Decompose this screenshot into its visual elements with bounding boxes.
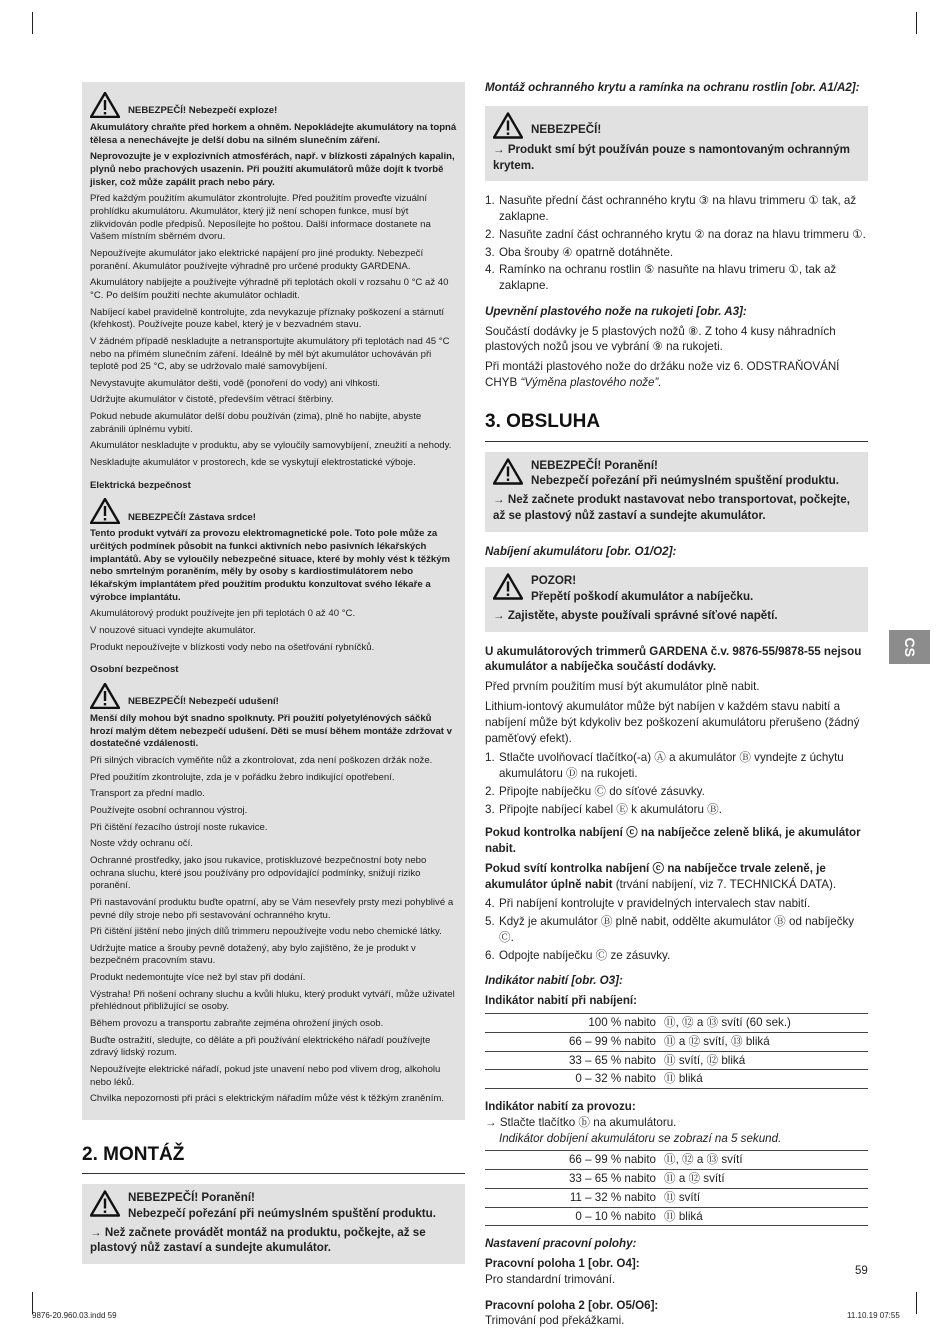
paragraph: Před každým použitím akumulátor zkontrolujte. Před použitím proveďte vizuální prohlídku akumulátoru. Akumulátor, který již není schopen funkce, musí být zlikvidován podle předpisů. Neposílejte ho poštou. Další informace dostanete na Vašem místním sběrném dvoru.: [90, 193, 431, 243]
paragraph: Součástí dodávky je 5 plastových nožů ⑧. Z toho 4 kusy náhradních plastových nožů jsou ve vybrání ⑨ na rukojeti.: [485, 324, 836, 354]
warning-text: Nebezpečí pořezání při neúmyslném spuštění produktu.: [531, 474, 839, 488]
warning-suffocation-header: [90, 683, 457, 709]
caution-box: [485, 567, 868, 631]
operation-indicator-table: [485, 1150, 868, 1226]
paragraph: Akumulátory nabíjejte a používejte výhradně při teplotách okolí v rozsahu 0 °C až 40 °C. Po delším použití nechte akumulátor ochladit.: [90, 277, 449, 301]
paragraph: Pro standardní trimování.: [485, 1272, 616, 1286]
paragraph: Buďte ostražití, sledujte, co děláte a při používání elektrického nářadí používejte zdravý lidský rozum.: [90, 1034, 431, 1059]
section-title: Elektrická bezpečnost: [90, 479, 191, 491]
warning-obsluha-box: [485, 452, 868, 532]
caution-text: Přepětí poškodí akumulátor a nabíječku.: [531, 590, 754, 604]
paragraph: Udržujte matice a šrouby pevně dotažený, aby bylo zajištěno, že je produkt v bezpečném pracovním stavu.: [90, 942, 416, 967]
paragraph: Nevystavujte akumulátor dešti, vodě (ponoření do vody) ani vlhkosti.: [90, 377, 381, 389]
list-item: 1. Nasuňte přední část ochranného krytu ③ na hlavu trimmeru ① tak, až zaklapne.: [485, 194, 857, 224]
table-row: 66 – 99 % nabito ⑪ a ⑫ svítí, ⑬ bliká: [485, 1032, 868, 1051]
list-item: 2. Nasuňte zadní část ochranného krytu ② na doraz na hlavu trimmeru ①.: [485, 227, 866, 241]
subsection-title: Indikátor nabití při nabíjení:: [485, 994, 638, 1008]
warning-mount-box: [485, 106, 868, 182]
warning-instruction: → Než začnete provádět montáž na produktu, počkejte, až se plastový nůž zastaví a sundejte akumulátor.: [90, 1225, 426, 1255]
warning-text: Akumulátory chraňte před horkem a ohněm. Nepokládejte akumulátory na topná tělesa a nenechávejte je delší dobu na silném slunečním záření.: [90, 122, 457, 146]
footer-date: 11.10.19 07:55: [847, 1311, 900, 1320]
warning-explosion-header: [90, 92, 457, 118]
list-item: 1. Stlačte uvolňovací tlačítko(-a) Ⓐ a akumulátor Ⓑ vyndejte z úchytu akumulátoru Ⓓ na rukojeti.: [485, 751, 844, 781]
warning-title: NEBEZPEČÍ! Nebezpečí exploze!: [128, 105, 278, 117]
list-item: 6. Odpojte nabíječku Ⓒ ze zásuvky.: [485, 948, 671, 962]
subsection-title: Indikátor nabití za provozu:: [485, 1100, 636, 1114]
caution-header: [493, 573, 860, 605]
list-item: 3. Oba šrouby ④ opatrně dotáhněte.: [485, 245, 674, 259]
warning-text: Tento produkt vytváří za provozu elektromagnetické pole. Toto pole může za určitých podmínek působit na funkci aktivních nebo pasivních lékařských implantátů. Aby se vyloučily nebezpečné situace, které by mohly vést k těžkým nebo smrtelným poraněním, měly by osoby s kardiostimulátorem nebo lékařským implantátem před použitím produktu konzultovat svého lékaře a výrobce implantátu.: [90, 528, 451, 603]
paragraph: Ochranné prostředky, jako jsou rukavice, protiskluzové bezpečnostní boty nebo ochrana sluchu, které jsou používány pro odpovídající podmínky, snižují riziko poranění.: [90, 854, 427, 892]
list-item: 5. Když je akumulátor Ⓑ plně nabit, oddělte akumulátor Ⓑ od nabíječky Ⓒ.: [485, 915, 855, 944]
paragraph: Transport za přední madlo.: [90, 788, 205, 800]
warning-triangle-icon: [90, 498, 120, 524]
warning-title: NEBEZPEČÍ!: [531, 122, 602, 136]
paragraph: Při nastavování produktu buďte opatrní, aby se Vám nesevřely prsty mezi pohyblivé a pevné díly stroje nebo při sestavování ochranného krytu.: [90, 896, 454, 921]
table-row: 66 – 99 % nabito ⑪, ⑫ a ⑬ svítí: [485, 1151, 868, 1170]
warning-title: NEBEZPEČÍ! Poranění!: [128, 1191, 255, 1205]
crop-mark: [916, 12, 917, 34]
charge-steps: [485, 750, 868, 817]
paragraph-bold: U akumulátorových trimmerů GARDENA č.v. 9876-55/9878-55 nejsou akumulátor a nabíječka součástí dodávky.: [485, 644, 862, 674]
caution-title: POZOR!: [531, 574, 577, 588]
warning-instruction: → Než začnete produkt nastavovat nebo transportovat, počkejte, až se plastový nůž zastaví a sundejte akumulátor.: [493, 493, 850, 522]
paragraph: Během provozu a transportu zabraňte zejména ohrožení jiných osob.: [90, 1018, 384, 1030]
crop-mark: [916, 1292, 917, 1314]
paragraph: Akumulátorový produkt používejte jen při teplotách 0 až 40 °C.: [90, 608, 356, 620]
section-title: Nabíjení akumulátoru [obr. O1/O2]:: [485, 544, 677, 558]
left-column: [82, 82, 465, 1276]
section-heading-montaz: 2. MONTÁŽ: [82, 1142, 465, 1174]
language-tab: CS: [889, 630, 930, 664]
table-row: 11 – 32 % nabito ⑪ svítí: [485, 1188, 868, 1207]
warning-triangle-icon: [90, 92, 120, 118]
paragraph: Akumulátor neskladujte v produktu, aby se vyloučily samovybíjení, zneužití a nehody.: [90, 440, 452, 452]
charging-indicator-table: [485, 1013, 868, 1089]
paragraph: V žádném případě neskladujte a netransportujte akumulátory při teplotách nad 45 °C nebo na přímém slunečním záření. Ideálně by měl být akumulátor uchováván při teplotě pod 25 °C, aby se udržovalo malé samovybíjení.: [90, 335, 450, 373]
paragraph: Chvilka nepozornosti při práci s elektrickým nářadím může vést k těžkým zraněním.: [90, 1093, 445, 1105]
paragraph: Výstraha! Při nošení ochrany sluchu a kvůli hluku, který produkt vytváří, může uživatel přehlédnout přibližující se osoby.: [90, 988, 455, 1013]
paragraph: Pokud nebude akumulátor delší dobu používán (zima), plně ho nabijte, abyste zabránili úplnému vybití.: [90, 411, 422, 435]
list-item: 3. Připojte nabíjecí kabel Ⓔ k akumulátoru Ⓑ.: [485, 802, 722, 816]
paragraph: Noste vždy ochranu očí.: [90, 838, 193, 850]
section-title: Osobní bezpečnost: [90, 664, 179, 676]
list-item: 2. Připojte nabíječku Ⓒ do síťové zásuvky.: [485, 784, 705, 798]
table-row: 33 – 65 % nabito ⑪ a ⑫ svítí: [485, 1170, 868, 1189]
footer-file: 9876-20.960.03.indd 59: [32, 1311, 117, 1320]
subsection-title: Pracovní poloha 2 [obr. O5/O6]:: [485, 1298, 659, 1312]
warning-header: [493, 458, 860, 490]
warning-triangle-icon: [493, 112, 523, 139]
instruction: → Stlačte tlačítko ⓑ na akumulátoru.: [485, 1115, 677, 1129]
warning-triangle-icon: [90, 683, 120, 709]
list-item: 4. Ramínko na ochranu rostlin ⑤ nasuňte na hlavu trimeru ①, tak až zaklapne.: [485, 263, 837, 293]
table-row: 100 % nabito ⑪, ⑫ a ⑬ svítí (60 sek.): [485, 1013, 868, 1032]
warning-title: NEBEZPEČÍ! Poranění!: [531, 458, 658, 472]
section-title: Upevnění plastového nože na rukojeti [obr. A3]:: [485, 304, 747, 318]
paragraph: Při silných vibracích vyměňte nůž a zkontrolovat, zda není poškozen držák nože.: [90, 754, 433, 766]
caution-instruction: → Zajistěte, abyste používali správné síťové napětí.: [493, 608, 778, 622]
warning-heart-header: [90, 498, 457, 524]
warning-header: [493, 112, 860, 139]
warning-text: Menší díly mohou být snadno spolknuty. Při použití polyetylénových sáčků hrozí malým dětem nebezpečí udušení. Děti se musí během montáže zdržovat v dostatečné vzdálenosti.: [90, 712, 452, 750]
mount-steps: [485, 193, 868, 294]
warning-title: NEBEZPEČÍ! Nebezpečí udušení!: [128, 696, 279, 708]
subsection-title: Pracovní poloha 1 [obr. O4]:: [485, 1257, 640, 1271]
paragraph: Udržujte akumulátor v čistotě, především větrací štěrbiny.: [90, 394, 334, 406]
paragraph: Nabíjecí kabel pravidelně kontrolujte, zda nevykazuje příznaky poškození a stárnutí (křehkost). Používejte pouze kabel, který je v bezvadném stavu.: [90, 306, 445, 331]
right-column: [485, 80, 868, 1333]
paragraph: Při čištění jištění nebo jiných dílů trimmeru nepoužívejte vodu nebo chemické látky.: [90, 926, 442, 938]
paragraph: Používejte osobní ochrannou výstroj.: [90, 804, 248, 816]
list-item: 4. Při nabíjení kontrolujte v pravidelných intervalech stav nabití.: [485, 897, 811, 911]
paragraph: Produkt nepoužívejte v blízkosti vody nebo na ošetřování rybníčků.: [90, 641, 375, 653]
paragraph: Lithium-iontový akumulátor může být nabíjen v každém stavu nabití a nabíjení může být kdykoliv bez poškození akumulátoru přerušeno (žádný paměťový efekt).: [485, 699, 860, 745]
table-row: 33 – 65 % nabito ⑪ svítí, ⑫ bliká: [485, 1051, 868, 1070]
table-row: 0 – 10 % nabito ⑪ bliká: [485, 1207, 868, 1226]
warning-triangle-icon: [493, 458, 523, 485]
paragraph: Při čištění řezacího ústrojí noste rukavice.: [90, 821, 268, 833]
warning-triangle-icon: [493, 573, 523, 600]
warning-title: NEBEZPEČÍ! Zástava srdce!: [128, 511, 256, 523]
paragraph: Nepoužívejte elektrické nářadí, pokud jste unavení nebo pod vlivem drog, alkoholu nebo léků.: [90, 1064, 441, 1088]
page-number: 59: [855, 1265, 868, 1277]
paragraph: Při montáži plastového nože do držáku nože viz 6. ODSTRAŇOVÁNÍ CHYB “Výměna plastového nože”.: [485, 360, 840, 389]
section-heading-obsluha: 3. OBSLUHA: [485, 409, 868, 442]
charge-steps-2: [485, 896, 868, 963]
warning-montaz-box: [82, 1184, 465, 1264]
section-title: Indikátor nabití [obr. O3]:: [485, 974, 623, 988]
paragraph: Pokud svítí kontrolka nabíjení ⓒ na nabíječce trvale zeleně, je akumulátor úplně nabit (trvání nabíjení, viz 7. TECHNICKÁ DATA).: [485, 861, 837, 891]
paragraph: Před použitím zkontrolujte, zda je v pořádku žebro indikující opotřebení.: [90, 771, 395, 783]
warning-text: Nebezpečí pořezání při neúmyslném spuštění produktu.: [128, 1206, 436, 1220]
instruction-note: Indikátor dobíjení akumulátoru se zobrazí na 5 sekund.: [499, 1131, 782, 1145]
section-title: Nastavení pracovní polohy:: [485, 1237, 637, 1251]
table-row: 0 – 32 % nabito ⑪ bliká: [485, 1070, 868, 1089]
warning-instruction: → Produkt smí být používán pouze s namontovaným ochranným krytem.: [493, 142, 850, 172]
section-title: Montáž ochranného krytu a ramínka na ochranu rostlin [obr. A1/A2]:: [485, 81, 860, 94]
warning-triangle-icon: [90, 1190, 120, 1217]
paragraph: Produkt nedemontujte více než byl stav při dodání.: [90, 972, 306, 984]
warning-text: Neprovozujte je v explozivních atmosférách, např. v blízkosti zápalných kapalin, plynů nebo prachových usazenin. Při použití akumulátorů může dojít k tvorbě jisker, což může zapálit prach nebo páry.: [90, 151, 455, 188]
warning-header: [90, 1190, 457, 1222]
paragraph: Nepoužívejte akumulátor jako elektrické napájení pro jiné produkty. Nebezpečí poranění. Akumulátor používejte výhradně pro určené produkty GARDENA.: [90, 247, 424, 272]
crop-mark: [32, 12, 33, 34]
safety-box: [82, 82, 465, 1120]
paragraph: V nouzové situaci vyndejte akumulátor.: [90, 625, 256, 636]
paragraph: Trimování pod překážkami.: [485, 1314, 625, 1328]
paragraph: Neskladujte akumulátor v prostorech, kde se vyskytují elektrostatické výboje.: [90, 457, 416, 469]
paragraph-bold: Pokud kontrolka nabíjení ⓒ na nabíječce zeleně bliká, je akumulátor nabit.: [485, 826, 861, 856]
paragraph: Před prvním použitím musí být akumulátor plně nabit.: [485, 680, 760, 694]
